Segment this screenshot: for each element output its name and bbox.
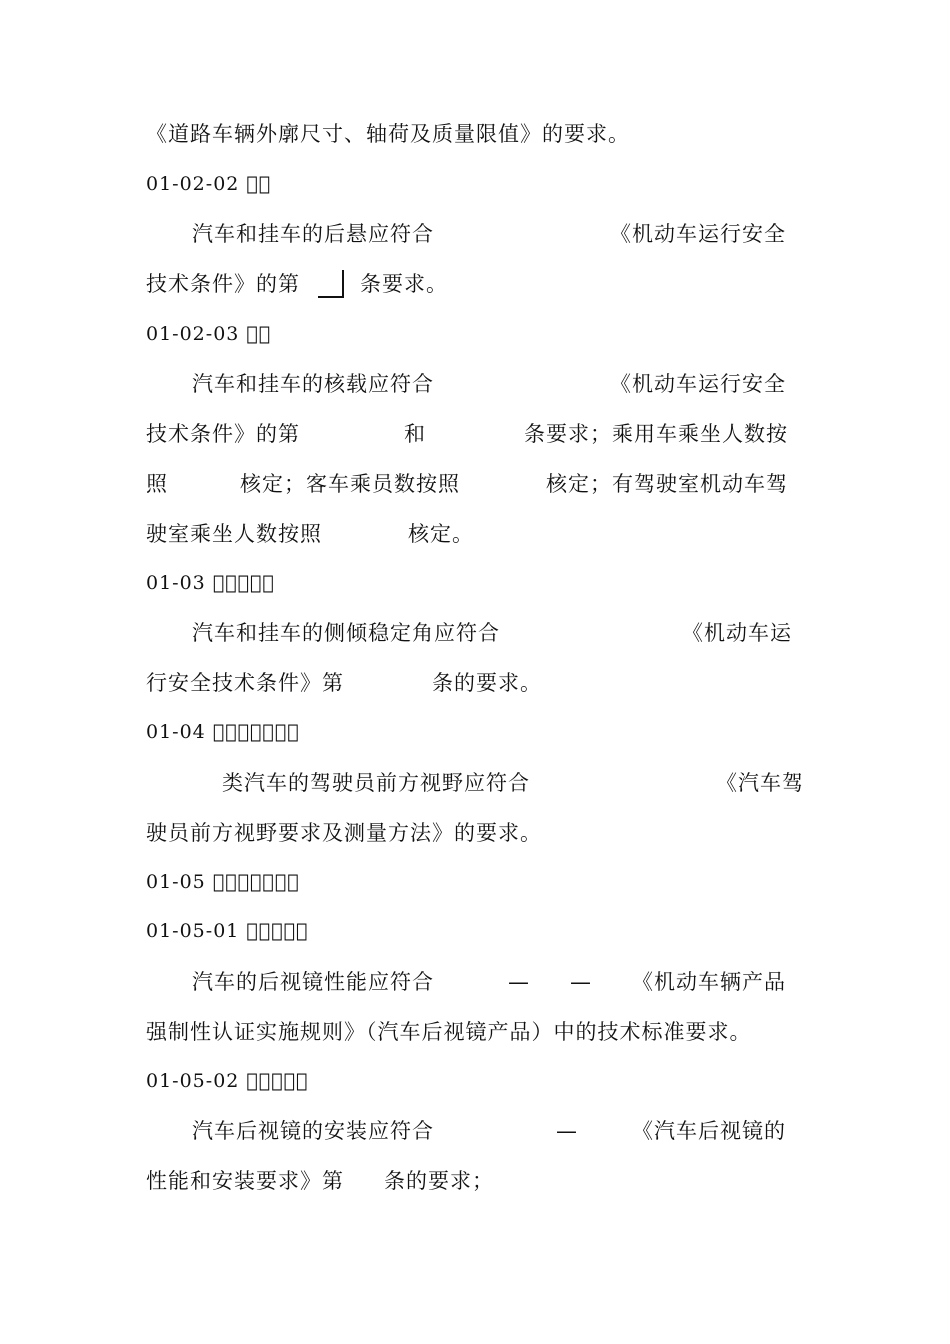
text-line: 《汽车驾: [716, 771, 804, 795]
text-line: 核定；有驾驶室机动车驾: [546, 472, 788, 496]
section-code: 01-02-02 􏿾􏿾: [146, 173, 272, 195]
text-line: 驶员前方视野要求及测量方法》的要求。: [146, 821, 542, 845]
section-code: 01-02-03 􏿾􏿾: [146, 323, 272, 345]
text-line: 汽车和挂车的核载应符合: [192, 372, 434, 396]
dash: —: [556, 1119, 578, 1143]
text-line: 驶室乘坐人数按照: [146, 522, 322, 546]
text-line: 条要求；乘用车乘坐人数按: [524, 422, 788, 446]
section-code: 01-03 􏿾􏿾􏿾􏿾􏿾: [146, 572, 275, 594]
text-line: 条的要求；: [384, 1169, 494, 1193]
text-line: 核定；客车乘员数按照: [240, 472, 460, 496]
dash: —: [570, 970, 592, 994]
text-line: 汽车和挂车的后悬应符合: [192, 222, 434, 246]
text-line: 强制性认证实施规则》（汽车后视镜产品）中的技术标准要求。: [146, 1020, 752, 1044]
text-line: 行安全技术条件》第: [146, 671, 344, 695]
section-code: 01-05-01 􏿾􏿾􏿾􏿾􏿾: [146, 920, 309, 942]
text-line: 汽车的后视镜性能应符合: [192, 970, 434, 994]
text-line: 《机动车辆产品: [632, 970, 786, 994]
text-line: 技术条件》的第: [146, 422, 300, 446]
text-line: 《道路车辆外廓尺寸、轴荷及质量限值》的要求。: [146, 122, 630, 146]
text-line: 核定。: [408, 522, 474, 546]
fill-blank: [318, 270, 344, 298]
text-line: 《机动车运行安全: [610, 222, 786, 246]
section-code: 01-04 􏿾􏿾􏿾􏿾􏿾􏿾􏿾: [146, 721, 300, 743]
text-line: 条要求。: [360, 272, 448, 296]
text-line: 汽车和挂车的侧倾稳定角应符合: [192, 621, 500, 645]
section-code: 01-05 􏿾􏿾􏿾􏿾􏿾􏿾􏿾: [146, 871, 300, 893]
text-line: 汽车后视镜的安装应符合: [192, 1119, 434, 1143]
dash: —: [508, 970, 530, 994]
section-code: 01-05-02 􏿾􏿾􏿾􏿾􏿾: [146, 1070, 309, 1092]
text-line: 《机动车运: [682, 621, 792, 645]
text-line: 条的要求。: [432, 671, 542, 695]
text-line: 照: [146, 472, 168, 496]
text-line: 《机动车运行安全: [610, 372, 786, 396]
text-line: 类汽车的驾驶员前方视野应符合: [222, 771, 530, 795]
text-line: 性能和安装要求》第: [146, 1169, 344, 1193]
text-line: 技术条件》的第: [146, 272, 300, 296]
text-line: 和: [404, 422, 426, 446]
text-line: 《汽车后视镜的: [632, 1119, 786, 1143]
